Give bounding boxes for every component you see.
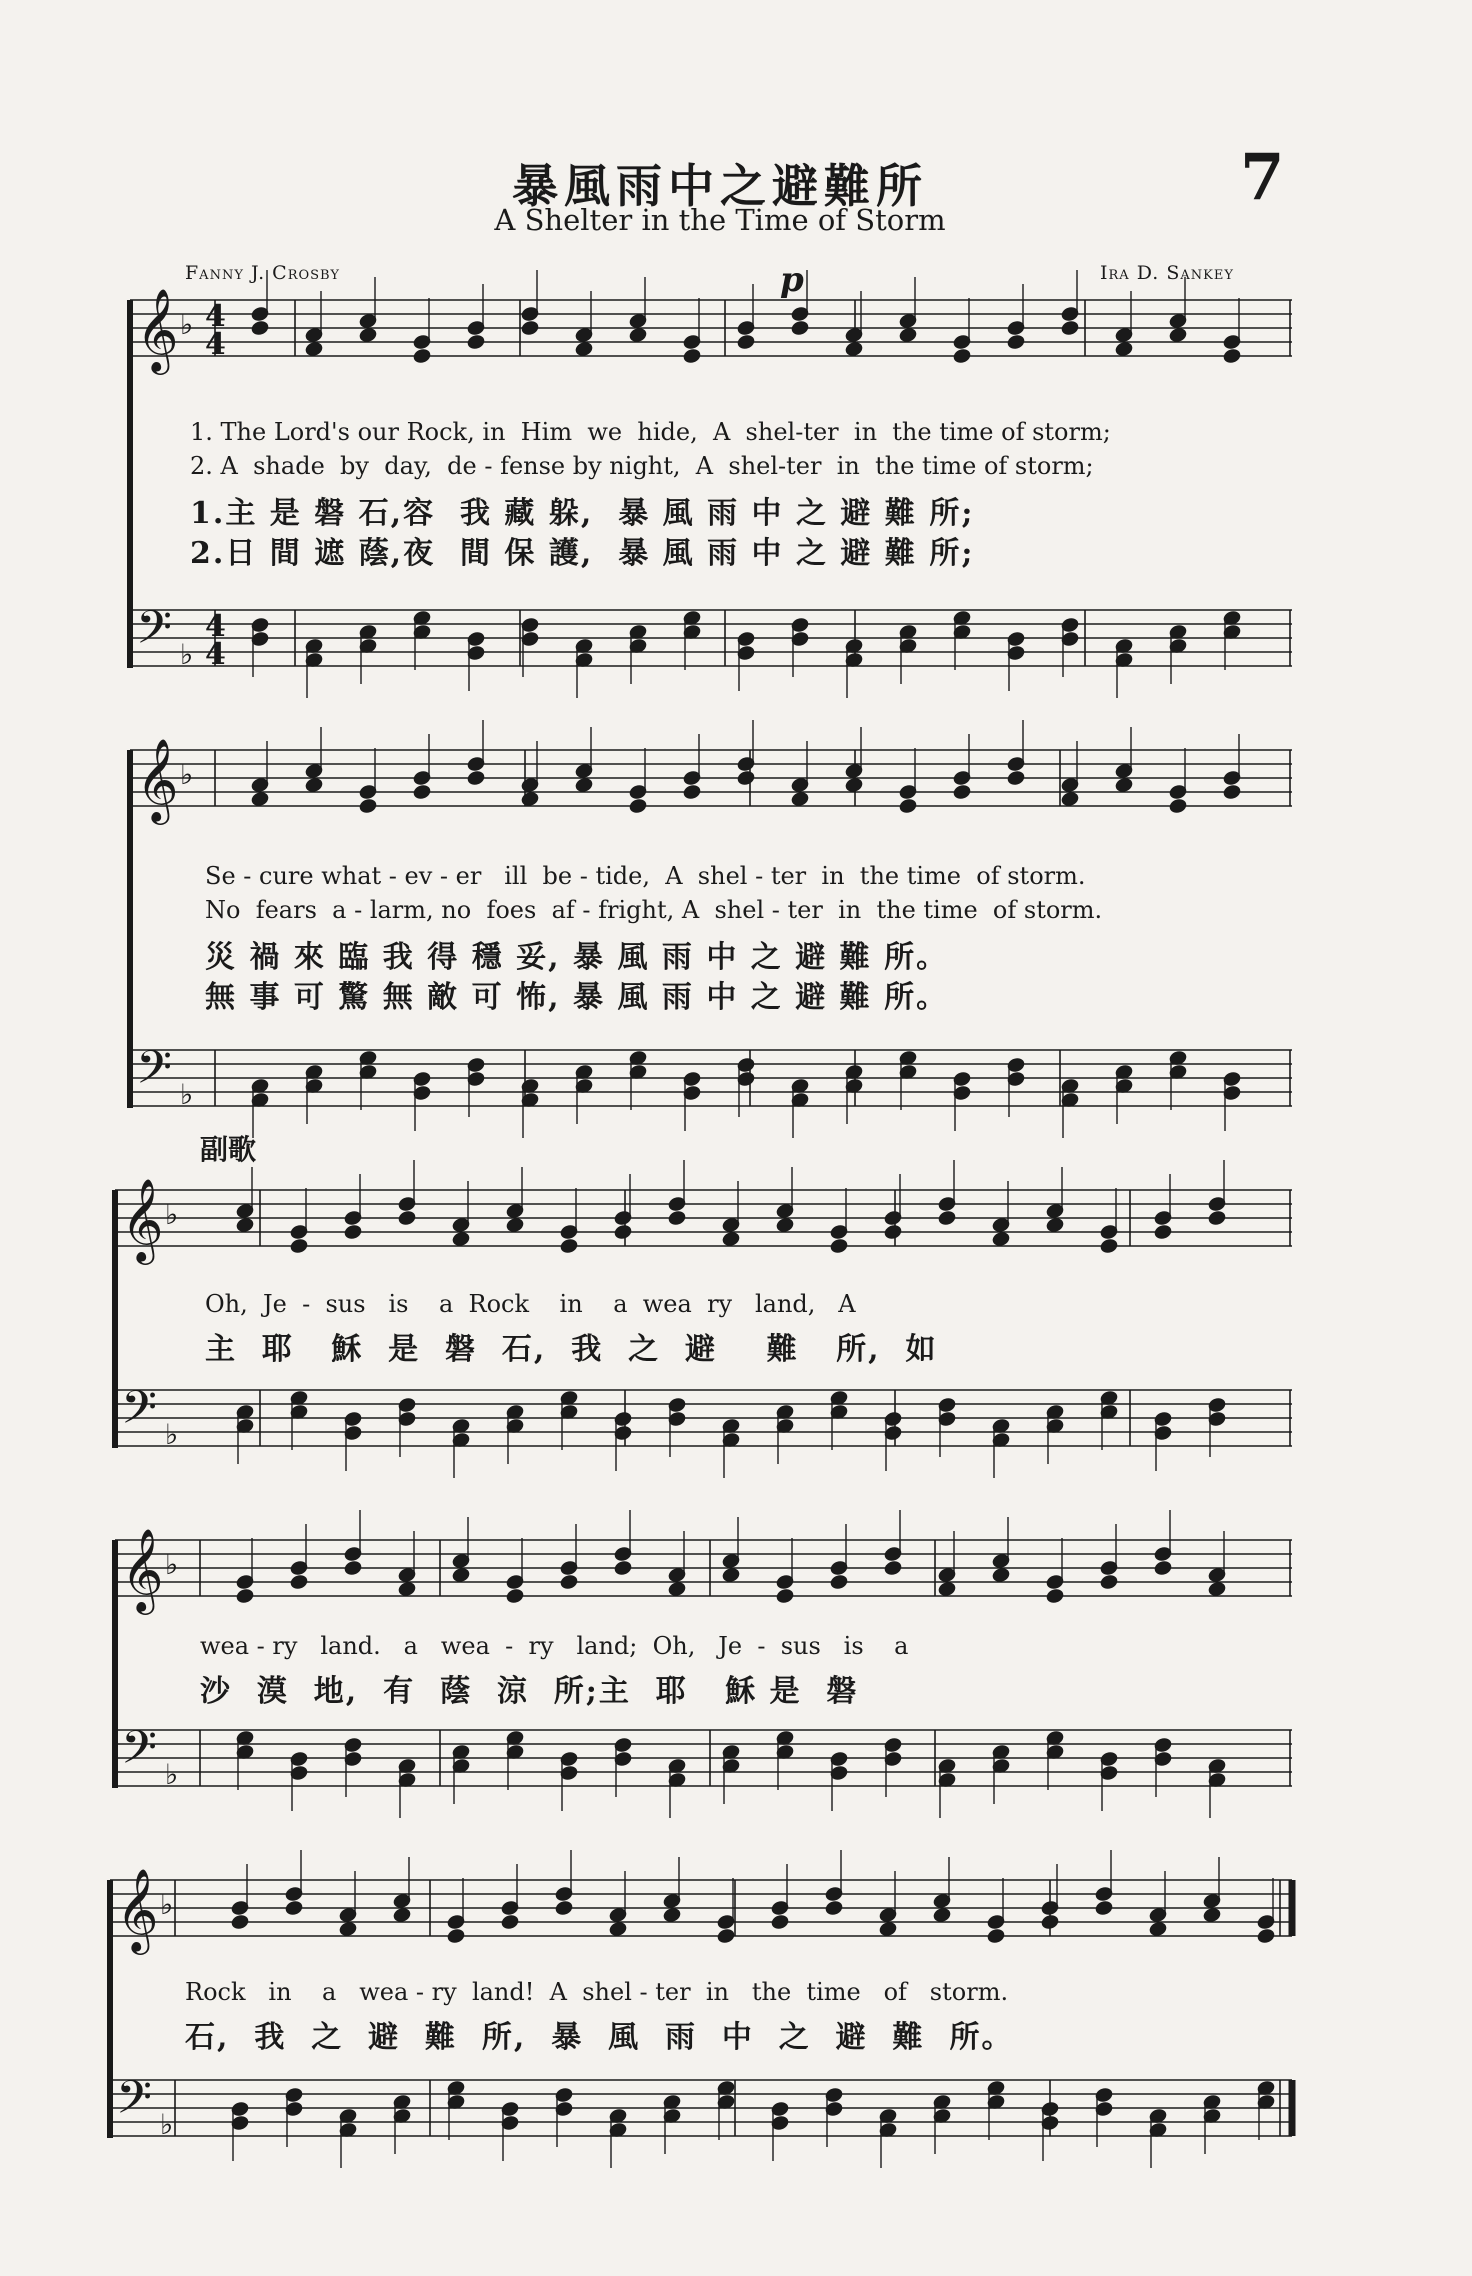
notehead <box>667 1210 686 1227</box>
notehead <box>937 1210 956 1227</box>
notehead <box>662 1907 681 1924</box>
notehead <box>250 791 269 808</box>
notehead <box>878 1921 897 1938</box>
flat-icon: ♭ <box>165 1198 179 1231</box>
flat-icon: ♭ <box>180 638 194 671</box>
notehead <box>824 1900 843 1917</box>
notehead <box>500 1914 519 1931</box>
time-signature: 4 <box>205 637 226 672</box>
notehead <box>446 1928 465 1945</box>
time-signature: 4 <box>205 609 226 644</box>
lyric-verse1-en: 1. The Lord's our Rock, in Him we hide, A shel-ter in the time of storm; <box>190 418 1111 446</box>
notehead <box>289 1238 308 1255</box>
notehead <box>991 1231 1010 1248</box>
notehead <box>412 348 431 365</box>
notehead <box>1060 320 1079 337</box>
notehead <box>898 327 917 344</box>
bass-clef-icon: 𝄢 <box>136 1041 173 1106</box>
notehead <box>338 1921 357 1938</box>
notehead <box>844 341 863 358</box>
notehead <box>1207 1210 1226 1227</box>
hymn-number: 7 <box>1240 140 1285 215</box>
hymn-title-chinese: 暴風雨中之避難所 <box>512 159 928 213</box>
notehead <box>1222 348 1241 365</box>
notehead <box>304 341 323 358</box>
flat-icon: ♭ <box>165 1758 179 1791</box>
notehead <box>343 1560 362 1577</box>
time-signature: 4 <box>205 327 226 362</box>
lyric-verse2-en: 2. A shade by day, de - fense by night, A shel-ter in the time of storm; <box>190 452 1094 480</box>
notehead <box>343 1224 362 1241</box>
notehead <box>682 348 701 365</box>
notehead <box>829 1238 848 1255</box>
notehead <box>235 1588 254 1605</box>
notehead <box>289 1574 308 1591</box>
notehead <box>451 1231 470 1248</box>
notehead <box>790 320 809 337</box>
notehead <box>505 1217 524 1234</box>
treble-clef-icon: 𝄞 <box>116 1867 159 1951</box>
flat-icon: ♭ <box>180 308 194 341</box>
lyric-refrain-zh: 主 耶 穌 是 磐 石, 我 之 避 難 所, 如 <box>205 1332 938 1367</box>
notehead <box>883 1224 902 1241</box>
bass-clef-icon: 𝄢 <box>116 2071 153 2136</box>
notehead <box>1006 334 1025 351</box>
notehead <box>466 334 485 351</box>
lyric-refrain-en: Rock in a wea - ry land! A shel - ter in the time of storm. <box>185 1978 1009 2006</box>
time-signature: 4 <box>205 299 226 334</box>
dynamic-marking: p <box>780 260 804 300</box>
notehead <box>1040 1914 1059 1931</box>
bass-clef-icon: 𝄢 <box>136 601 173 666</box>
notehead <box>1153 1560 1172 1577</box>
lyric-verse2-zh: 無 事 可 驚 無 敵 可 怖, 暴 風 雨 中 之 避 難 所。 <box>205 980 949 1015</box>
notehead <box>520 791 539 808</box>
lyric-verse1-zh: 災 禍 來 臨 我 得 穩 妥, 暴 風 雨 中 之 避 難 所。 <box>205 940 949 975</box>
notehead <box>1094 1900 1113 1917</box>
notehead <box>829 1574 848 1591</box>
notehead <box>1168 327 1187 344</box>
notehead <box>1153 1224 1172 1241</box>
notehead <box>667 1581 686 1598</box>
notehead <box>736 334 755 351</box>
notehead <box>986 1928 1005 1945</box>
refrain-label: 副歌 <box>200 1133 257 1166</box>
lyric-refrain-en: Oh, Je - sus is a Rock in a wea ry land, A <box>205 1290 856 1318</box>
notehead <box>358 798 377 815</box>
notehead <box>1256 1928 1275 1945</box>
treble-clef-icon: 𝄞 <box>121 1177 164 1261</box>
flat-icon: ♭ <box>160 1888 174 1921</box>
notehead <box>574 777 593 794</box>
notehead <box>358 327 377 344</box>
notehead <box>397 1581 416 1598</box>
notehead <box>559 1238 578 1255</box>
notehead <box>721 1567 740 1584</box>
notehead <box>1148 1921 1167 1938</box>
notehead <box>1099 1574 1118 1591</box>
notehead <box>505 1588 524 1605</box>
lyric-refrain-zh: 沙 漠 地, 有 蔭 涼 所;主 耶 穌 是 磐 <box>200 1674 859 1709</box>
notehead <box>716 1928 735 1945</box>
notehead <box>284 1900 303 1917</box>
lyric-verse1-en: Se - cure what - ev - er ill be - tide, A shel - ter in the time of storm. <box>205 862 1086 890</box>
notehead <box>1222 784 1241 801</box>
lyric-verse1-zh: 1.主 是 磐 石,容 我 藏 躲, 暴 風 雨 中 之 避 難 所; <box>190 496 975 531</box>
notehead <box>844 777 863 794</box>
flat-icon: ♭ <box>165 1548 179 1581</box>
notehead <box>608 1921 627 1938</box>
notehead <box>991 1567 1010 1584</box>
flat-icon: ♭ <box>165 1418 179 1451</box>
author-credit: Fanny J. Crosby <box>185 262 340 284</box>
notehead <box>1114 341 1133 358</box>
notehead <box>412 784 431 801</box>
notehead <box>721 1231 740 1248</box>
notehead <box>1207 1581 1226 1598</box>
notehead <box>770 1914 789 1931</box>
notehead <box>937 1581 956 1598</box>
notehead <box>628 798 647 815</box>
notehead <box>250 320 269 337</box>
notehead <box>520 320 539 337</box>
notehead <box>1168 798 1187 815</box>
flat-icon: ♭ <box>160 2108 174 2141</box>
notehead <box>952 784 971 801</box>
notehead <box>230 1914 249 1931</box>
notehead <box>559 1574 578 1591</box>
notehead <box>451 1567 470 1584</box>
treble-clef-icon: 𝄞 <box>136 287 179 371</box>
notehead <box>1114 777 1133 794</box>
notehead <box>932 1907 951 1924</box>
treble-clef-icon: 𝄞 <box>121 1527 164 1611</box>
lyric-refrain-zh: 石, 我 之 避 難 所, 暴 風 雨 中 之 避 難 所。 <box>185 2020 1014 2055</box>
notehead <box>304 777 323 794</box>
notehead <box>1006 770 1025 787</box>
notehead <box>952 348 971 365</box>
notehead <box>392 1907 411 1924</box>
notehead <box>1060 791 1079 808</box>
notehead <box>397 1210 416 1227</box>
notehead <box>554 1900 573 1917</box>
notehead <box>613 1560 632 1577</box>
notehead <box>574 341 593 358</box>
flat-icon: ♭ <box>180 1078 194 1111</box>
notehead <box>883 1560 902 1577</box>
bass-clef-icon: 𝄢 <box>121 1721 158 1786</box>
notehead <box>775 1588 794 1605</box>
notehead <box>235 1217 254 1234</box>
bass-clef-icon: 𝄢 <box>121 1381 158 1446</box>
notehead <box>898 798 917 815</box>
notehead <box>775 1217 794 1234</box>
notehead <box>1045 1217 1064 1234</box>
lyric-verse2-zh: 2.日 間 遮 蔭,夜 間 保 護, 暴 風 雨 中 之 避 難 所; <box>190 536 975 571</box>
notehead <box>466 770 485 787</box>
notehead <box>1202 1907 1221 1924</box>
notehead <box>1045 1588 1064 1605</box>
lyric-verse2-en: No fears a - larm, no foes af - fright, A shel - ter in the time of storm. <box>205 896 1103 924</box>
notehead <box>628 327 647 344</box>
hymn-title-english: A Shelter in the Time of Storm <box>494 203 946 237</box>
notehead <box>790 791 809 808</box>
flat-icon: ♭ <box>180 758 194 791</box>
notehead <box>613 1224 632 1241</box>
lyric-refrain-en: wea - ry land. a wea - ry land; Oh, Je - sus is a <box>200 1632 909 1660</box>
notehead <box>682 784 701 801</box>
notehead <box>1099 1238 1118 1255</box>
treble-clef-icon: 𝄞 <box>136 737 179 821</box>
notehead <box>736 770 755 787</box>
composer-credit: Ira D. Sankey <box>1100 262 1234 284</box>
